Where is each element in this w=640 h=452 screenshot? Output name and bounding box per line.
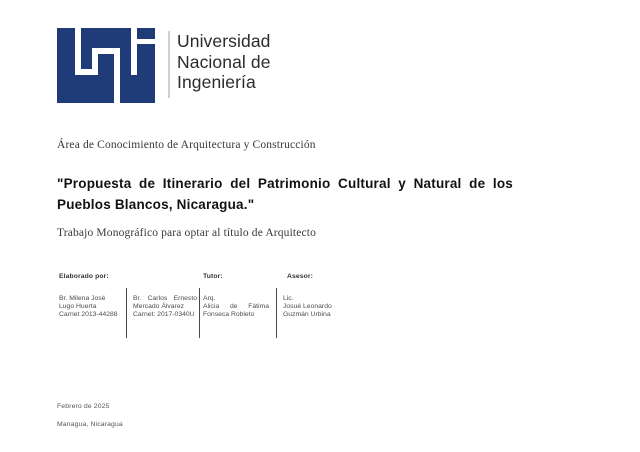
person-line: Alicia de Fátima [203, 303, 269, 311]
person-line: Br. Carlos Ernesto [133, 295, 197, 302]
person-line: Lugo Huerta [59, 303, 97, 311]
person-line: Lic. [283, 295, 294, 302]
table-column-divider [276, 288, 277, 338]
knowledge-area-line: Área de Conocimiento de Arquitectura y Construcción [57, 139, 316, 151]
thesis-title-line1: "Propuesta de Itinerario del Patrimonio Cultural y Natural de los [57, 176, 513, 191]
logo-text-divider [168, 31, 170, 98]
table-header-elaborado: Elaborado por: [59, 273, 109, 280]
credits-cell-asesor [283, 295, 349, 320]
university-name [177, 31, 271, 93]
uni-logo-icon [57, 28, 155, 103]
person-line: Fonseca Robleto [203, 311, 255, 319]
person-line: Carnet: 2017-0340U [133, 311, 195, 319]
footer-location: Managua, Nicaragua [57, 421, 123, 428]
person-line: Carnet 2013-44288 [59, 311, 118, 319]
footer-date: Febrero de 2025 [57, 403, 110, 410]
thesis-title [57, 173, 513, 215]
person-line: Josué Leonardo [283, 303, 332, 311]
thesis-subtitle: Trabajo Monográfico para optar al título de Arquitecto [57, 227, 317, 239]
thesis-title-line2: Pueblos Blancos, Nicaragua." [57, 197, 255, 212]
table-header-asesor: Asesor: [287, 273, 314, 280]
university-name-line: Nacional de [177, 51, 271, 72]
person-line: Guzmán Urbina [283, 311, 331, 319]
credits-cell-tutor [203, 295, 269, 320]
table-header-tutor: Tutor: [203, 273, 223, 280]
table-column-divider [126, 288, 127, 338]
credits-cell-student-2 [133, 295, 197, 320]
university-name-line: Ingeniería [177, 72, 256, 92]
person-line: Arq. [203, 295, 216, 302]
person-line: Br. Milena José [59, 295, 106, 302]
person-line: Mercado Álvarez [133, 303, 184, 311]
table-column-divider [199, 288, 200, 338]
credits-cell-student-1 [59, 295, 123, 320]
university-name-line: Universidad [177, 31, 271, 51]
